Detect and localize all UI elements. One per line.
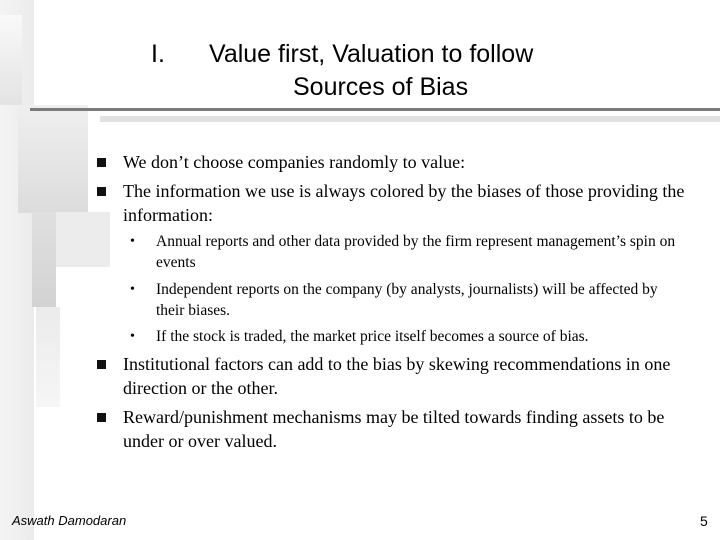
square-bullet-icon (97, 413, 106, 422)
footer-author: Aswath Damodaran (12, 513, 127, 528)
bullet-text: The information we use is always colored by the biases of those providing the information: (123, 181, 685, 225)
decorative-bar (36, 307, 60, 407)
decorative-bar (0, 15, 22, 105)
title-line-1: Value first, Valuation to follow (209, 40, 534, 68)
decorative-bar (32, 212, 56, 307)
square-bullet-icon (97, 187, 106, 196)
title-divider-shadow (100, 116, 720, 122)
dot-bullet-icon: • (130, 329, 135, 344)
sub-bullet-text: If the stock is traded, the market price itself becomes a source of bias. (156, 328, 589, 345)
sub-bullet-text: Independent reports on the company (by analysts, journalists) will be affected by their biases. (156, 281, 658, 319)
page-number: 5 (700, 513, 708, 529)
bullet-text: Reward/punishment mechanisms may be tilted towards finding assets to be under or over valued. (123, 407, 665, 451)
sub-bullet-text: Annual reports and other data provided by the firm represent management’s spin on events (156, 233, 676, 271)
bullet-text: We don’t choose companies randomly to value: (123, 152, 466, 172)
title-divider (30, 108, 720, 111)
dot-bullet-icon: • (130, 234, 135, 249)
decorative-bar (56, 212, 110, 267)
decorative-bar (18, 105, 88, 213)
square-bullet-icon (97, 158, 106, 167)
title-number: I. (151, 40, 165, 68)
dot-bullet-icon: • (130, 282, 135, 297)
bullet-text: Institutional factors can add to the bias by skewing recommendations in one direction or the other. (123, 354, 671, 398)
square-bullet-icon (97, 360, 106, 369)
title-line-2: Sources of Bias (293, 73, 469, 101)
